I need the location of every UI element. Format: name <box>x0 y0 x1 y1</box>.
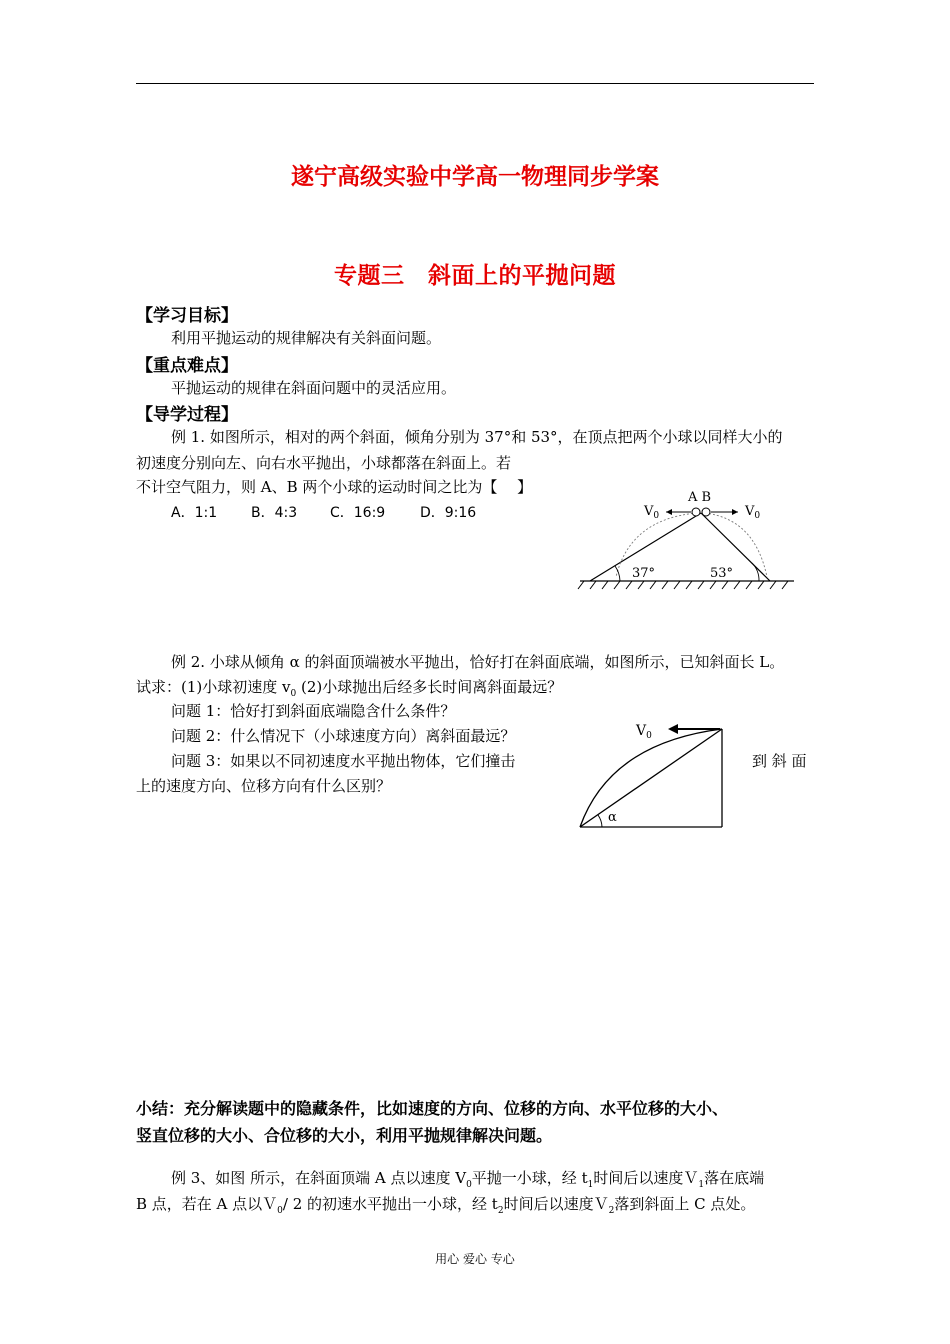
ex2-question-3-cont: 上的速度方向、位移方向有什么区别？ <box>136 777 392 795</box>
section-heading-process: 【导学过程】 <box>136 405 238 425</box>
ex2-question-2: 问题 2：什么情况下（小球速度方向）离斜面最远？ <box>171 727 516 745</box>
ex2-question-3: 问题 3：如果以不同初速度水平抛出物体，它们撞击 <box>171 752 516 770</box>
ex1-figure <box>570 485 800 600</box>
page-footer: 用心 爱心 专心 <box>435 1252 515 1266</box>
key-text: 平抛运动的规律在斜面问题中的灵活应用。 <box>171 379 457 397</box>
incline-slope <box>580 729 722 827</box>
label-ab: A B <box>688 490 712 505</box>
velocity-arrow-head <box>668 724 678 734</box>
summary-line-2: 竖直位移的大小、合位移的大小，利用平抛规律解决问题。 <box>136 1126 553 1145</box>
ex1-option-b: B．4:3 <box>251 505 298 521</box>
section-heading-key: 【重点难点】 <box>136 356 238 376</box>
ex1-line-1: 例 1. 如图所示，相对的两个斜面，倾角分别为 37°和 53°，在顶点把两个小球以同样大小的 <box>171 428 783 446</box>
header-rule <box>136 83 814 84</box>
label-v0-left: $V_0$ <box>644 504 660 521</box>
page-title: 遂宁高级实验中学高一物理同步学案 <box>291 164 659 190</box>
arrow-right-head <box>732 509 738 515</box>
angle-arc-right <box>752 563 759 581</box>
ex1-option-a: A．1:1 <box>171 505 218 521</box>
ex1-option-c: C．16:9 <box>330 505 386 521</box>
ball-a <box>692 508 700 516</box>
label-v0: $V_0$ <box>636 723 652 741</box>
ex2-question-3-tail: 到 斜 面 <box>752 752 807 770</box>
ex3-line-1: 例 3、如图 所示，在斜面顶端 A 点以速度 $V_0$平抛一小球，经 $t_1$时间后以速度Ｖ$_1$落在底端 <box>171 1169 765 1190</box>
ex1-line-2: 初速度分别向左、向右水平抛出，小球都落在斜面上。若 <box>136 454 512 472</box>
ground-hatching <box>578 581 788 589</box>
label-v0-right: $V_0$ <box>745 504 761 521</box>
ex1-option-d: D．9:16 <box>420 505 477 521</box>
ex1-line-3: 不计空气阻力，则 A、B 两个小球的运动时间之比为【 】 <box>136 478 533 496</box>
ball-b <box>702 508 710 516</box>
arrow-left-head <box>666 509 672 515</box>
angle-arc <box>598 815 602 827</box>
angle-right-label: 53° <box>710 566 734 581</box>
label-alpha: α <box>608 810 617 825</box>
ex2-question-1: 问题 1：恰好打到斜面底端隐含什么条件？ <box>171 702 456 720</box>
ex2-figure <box>570 715 735 835</box>
ex2-line-1: 例 2. 小球从倾角 α 的斜面顶端被水平抛出，恰好打在斜面底端，如图所示，已知斜面长 L。 <box>171 653 785 671</box>
summary-line-1: 小结：充分解读题中的隐藏条件，比如速度的方向、位移的方向、水平位移的大小、 <box>136 1099 729 1118</box>
angle-arc-left <box>615 566 620 581</box>
section-heading-goal: 【学习目标】 <box>136 306 238 326</box>
goal-text: 利用平抛运动的规律解决有关斜面问题。 <box>171 329 442 347</box>
angle-left-label: 37° <box>632 566 656 581</box>
topic-title: 专题三 斜面上的平抛问题 <box>334 263 616 289</box>
ex2-line-2: 试求：(1)小球初速度 $v_0$ (2)小球抛出后经多长时间离斜面最远？ <box>136 678 563 699</box>
ex3-line-2: B 点，若在 A 点以Ｖ$_0$/ 2 的初速水平抛出一小球，经 $t_2$时间后以速度Ｖ$_2$落到斜面上 C 点处。 <box>136 1195 756 1216</box>
